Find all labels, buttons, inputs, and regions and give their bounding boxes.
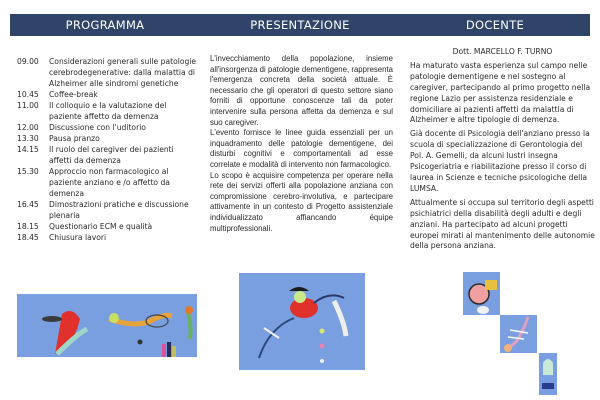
program-time: 12.00: [17, 123, 39, 132]
program-item: [17, 122, 197, 133]
program-description: Approccio non farmacologico al paziente anziano e /o affetto da demenza: [49, 167, 170, 198]
program-time: 11.00: [17, 101, 39, 110]
header-programma: [10, 14, 200, 36]
presentation-paragraph: Lo scopo è acquisire competenza per operare nella rete dei servizi offerti alla popolazione anziana con compromissione cerebro-involutiva, e partecipare attivamente in un contesto di Progetto assistenziale individualizzato affiancando équipe multiprofessionali.: [210, 170, 393, 233]
program-item: [17, 100, 197, 122]
program-item: [17, 144, 197, 166]
program-description: Chiusura lavori: [49, 233, 107, 242]
program-description: Questionario ECM e qualità: [49, 222, 153, 231]
header-presentazione-label: PRESENTAZIONE: [250, 18, 350, 32]
program-time: 18.15: [17, 222, 39, 231]
abstract-painting-center: [239, 273, 365, 370]
teacher-bio-paragraph: Ha maturato vasta esperienza sul campo nelle patologie dementigene e nel sostegno al caregiver, partecipando al primo progetto nella regione Lazio per assistenza residenziale e domiciliare ai pazienti affetti da malattia di Alzheimer e altre tipologie di demenza.: [410, 60, 591, 125]
teacher-bio-paragraph: Attualmente si occupa sul territorio degli aspetti psichiatrici della disabilità degli adulti e degli anziani. Ha partecipato ad alcuni progetti europei mirati al mantenimento delle autonomie della persona anziana.: [410, 197, 595, 251]
abstract-painting-left: [17, 294, 197, 357]
program-item: [17, 232, 197, 243]
program-item: [17, 199, 197, 221]
program-description: Considerazioni generali sulle patologie cerebrodegenerative: dalla malattia di Alzheimer alle sindromi genetiche: [49, 57, 197, 88]
program-time: 15.30: [17, 167, 39, 176]
presentation-paragraph: L'evento fornisce le linee guida essenziali per un inquadramento delle patologie dementigene, dei disturbi cognitivi e comportamentali ad esse correlate e modalità di intervento non farmacologico.: [210, 128, 393, 169]
program-time: 13.30: [17, 134, 39, 143]
program-description: Discussione con l'uditorio: [49, 123, 146, 132]
program-list: [17, 56, 197, 243]
presentation-paragraph: L'invecchiamento della popolazione, insieme all'insorgenza di patologie dementigene, rappresenta l'emergenza concreta della società attuale. È necessario che gli operatori di questo settore siano forniti di opportune conoscenze tali da poter intervenire sulla persona affetta da demenza e sul suo caregiver.: [210, 54, 393, 127]
program-time: 18.45: [17, 233, 39, 242]
abstract-painting-right-2: [500, 315, 537, 353]
program-time: 16.45: [17, 200, 39, 209]
program-item: [17, 221, 197, 232]
program-item: [17, 56, 197, 89]
teacher-name: Dott. MARCELLO F. TURNO: [452, 47, 553, 56]
header-docente: [400, 14, 590, 36]
program-description: Pausa pranzo: [49, 134, 100, 143]
program-item: [17, 89, 197, 100]
program-description: Il ruolo del caregiver dei pazienti affetti da demenza: [49, 145, 174, 165]
header-programma-label: PROGRAMMA: [65, 18, 145, 32]
abstract-painting-right-3: [539, 353, 557, 395]
teacher-bio-paragraph: Già docente di Psicologia dell'anziano presso la scuola di specializzazione di Gerontologia del Pol. A. Gemelli, da alcuni lustri insegna Psicogeriatria e riabilitazione presso il corso di laurea in Scienze e tecniche psicologiche della LUMSA.: [410, 129, 590, 193]
program-item: [17, 133, 197, 144]
abstract-painting-right-1: [463, 272, 500, 315]
program-item: [17, 166, 197, 199]
program-description: Dimostrazioni pratiche e discussione plenaria: [49, 200, 189, 220]
program-time: 09.00: [17, 57, 39, 66]
teacher-section: [410, 47, 595, 255]
program-time: 10.45: [17, 90, 39, 99]
program-description: Coffee-break: [49, 90, 98, 99]
program-description: Il colloquio e la valutazione del paziente affetto da demenza: [49, 101, 167, 121]
program-time: 14.15: [17, 145, 39, 154]
presentation-text: [210, 54, 393, 234]
header-docente-label: DOCENTE: [465, 18, 525, 32]
header-presentazione: [200, 14, 400, 36]
